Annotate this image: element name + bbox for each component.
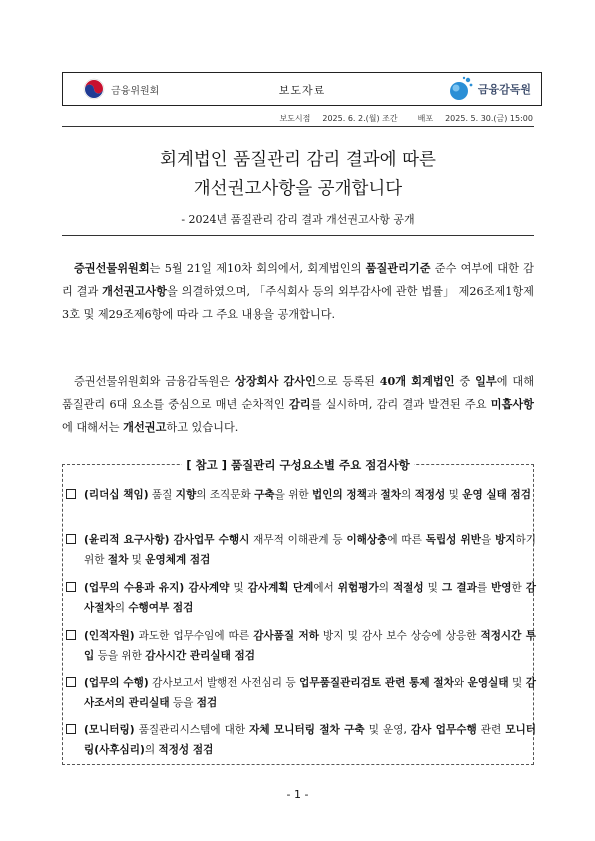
reference-item: (인적자원) 과도한 업무수임에 따른 감사품질 저하 방지 및 감사 보수 상승에 상응한 적정시간 투입 등을 위한 감사시간 관리실태 점검 [66, 626, 536, 666]
reference-title-text: [ 참고 ] 품질관리 구성요소별 주요 점검사항 [182, 457, 413, 473]
page-title-line1: 회계법인 품질관리 감리 결과에 따른 [160, 150, 436, 170]
page-title-line2: 개선권고사항을 공개합니다 [193, 179, 403, 199]
checkbox-icon [66, 677, 76, 687]
checkbox-icon [66, 582, 76, 592]
checkbox-icon [66, 724, 76, 734]
press-header [62, 72, 542, 106]
body-paragraph-2: 증권선물위원회와 금융감독원은 상장회사 감사인으로 등록된 40개 회계법인 중 일부에 대해 품질관리 6대 요소를 중심으로 매년 순차적인 감리를 실시하며, 감리 결과 발견된 주요 미흡사항에 대해서는 개선권고하고 있습니다. [62, 374, 535, 434]
fsc-name: 금융위원회 [111, 85, 160, 97]
embargo-label: 보도시점 [279, 114, 311, 123]
top-rule [62, 126, 534, 127]
fss-logo-icon [448, 75, 474, 103]
embargo-value: 2025. 6. 2.(월) 조간 [322, 114, 398, 123]
release-label: 배포 [417, 114, 434, 123]
checkbox-icon [66, 630, 76, 640]
fss-name: 금융감독원 [477, 83, 531, 96]
fss-org [448, 75, 531, 103]
checkbox-icon [66, 534, 76, 544]
reference-item: (리더십 책임) 품질 지향의 조직문화 구축을 위한 법인의 정책과 절차의 적정성 및 운영 실태 점검 [66, 485, 536, 505]
doc-type-label: 보도자료 [278, 84, 326, 97]
release-meta [279, 113, 533, 124]
checkbox-icon [66, 489, 76, 499]
release-value: 2025. 5. 30.(금) 15:00 [445, 114, 533, 123]
reference-item: (업무의 수행) 감사보고서 발행전 사전심리 등 업무품질관리검토 관련 통제 절차와 운영실태 및 감사조서의 관리실태 등을 점검 [66, 673, 536, 713]
reference-item: (모니터링) 품질관리시스템에 대한 자체 모니터링 절차 구축 및 운영, 감사 업무수행 관련 모니터링(사후심리)의 적정성 점검 [66, 720, 536, 760]
title-rule [62, 235, 534, 236]
page-subtitle: - 2024년 품질관리 감리 결과 개선권고사항 공개 [181, 213, 415, 226]
page-number: - 1 - [286, 788, 309, 801]
reference-item: (업무의 수용과 유지) 감사계약 및 감사계획 단계에서 위험평가의 적절성 및 그 결과를 반영한 감사절차의 수행여부 점검 [66, 578, 536, 618]
body-paragraph-1: 증권선물위원회는 5월 21일 제10차 회의에서, 회계법인의 품질관리기준 준수 여부에 대한 감리 결과 개선권고사항을 의결하였으며, 「주식회사 등의 외부감사에 관한 법률」 제26조제1항제3호 및 제29조제6항에 따라 그 주요 내용을 공개합니다. [62, 261, 534, 321]
reference-title [62, 457, 534, 473]
reference-item: (윤리적 요구사항) 감사업무 수행시 재무적 이해관계 등 이해상충에 따른 독립성 위반을 방지하기 위한 절차 및 운영체계 점검 [66, 530, 536, 570]
